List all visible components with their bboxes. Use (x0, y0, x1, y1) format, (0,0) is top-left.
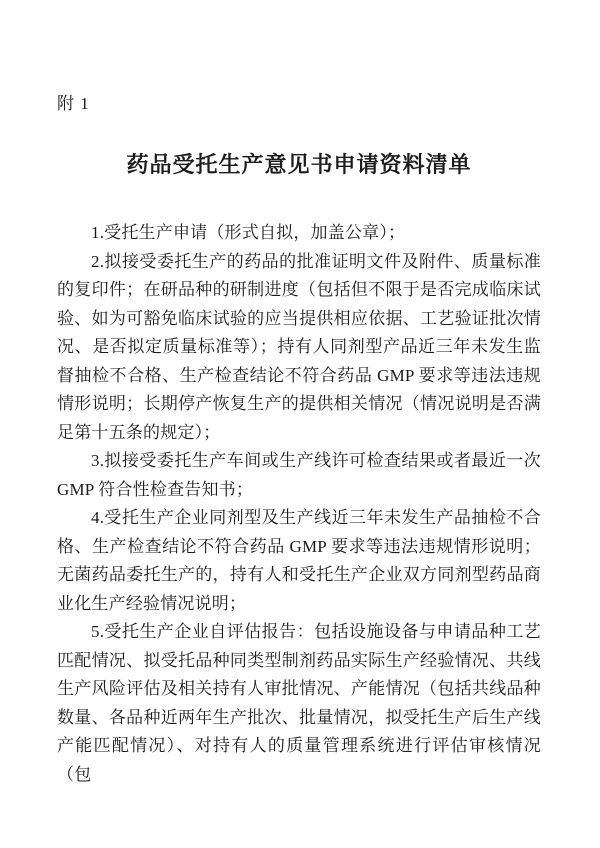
paragraph-item-1: 1.受托生产申请（形式自拟，加盖公章）； (91, 223, 406, 242)
doc-title: 药品受托生产意见书申请资料清单 (126, 152, 472, 178)
doc-body (57, 219, 541, 789)
paragraph-item-4: 4.受托生产企业同剂型及生产线近三年未发生产品抽检不合格、生产检查结论不符合药品 GMP 要求等违法违规情形说明；无菌药品委托生产的，持有人和受托生产企业双方同剂型药品商业化生产经验情况说明； (57, 508, 541, 613)
attachment-label: 附 1 (57, 94, 90, 113)
paragraph-item-2: 2.拟接受委托生产的药品的批准证明文件及附件、质量标准的复印件；在研品种的研制进度（包括但不限于是否完成临床试验、如为可豁免临床试验的应当提供相应依据、工艺验证批次情况、是否拟定质量标准等）；持有人同剂型产品近三年未发生监督抽检不合格、生产检查结论不符合药品 GMP 要求等违法违规情形说明；长期停产恢复生产的提供相关情况（情况说明是否满足第十五条的规定）； (57, 251, 541, 442)
paragraph-item-5: 5.受托生产企业自评估报告：包括设施设备与申请品种工艺匹配情况、拟受托品种同类型制剂药品实际生产经验情况、共线生产风险评估及相关持有人审批情况、产能情况（包括共线品种数量、各品种近两年生产批次、批量情况，拟受托生产后生产线产能匹配情况）、对持有人的质量管理系统进行评估审核情况（包 (57, 622, 541, 784)
paragraph-item-3: 3.拟接受委托生产车间或生产线许可检查结果或者最近一次 GMP 符合性检查告知书； (57, 451, 541, 499)
